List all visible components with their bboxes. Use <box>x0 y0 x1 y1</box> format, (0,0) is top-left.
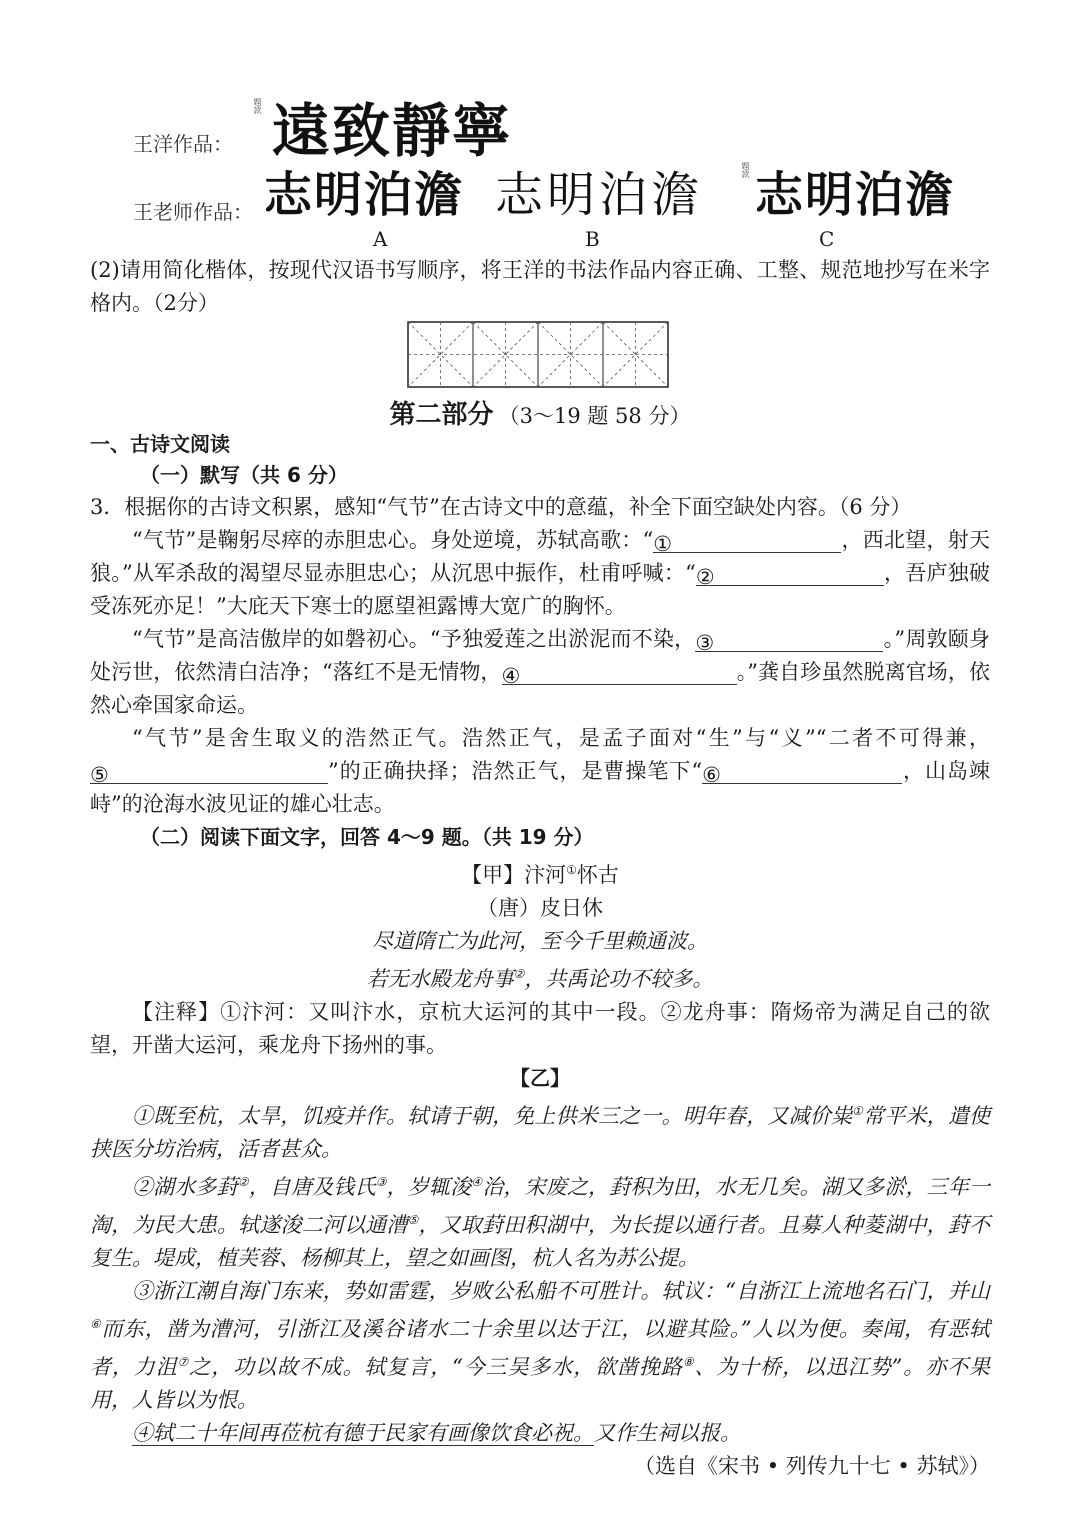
blank-1[interactable]: ① <box>653 528 841 553</box>
prose-para-3: ③浙江潮自海门东来，势如雷霆，岁败公私船不可胜计。轼议：“自浙江上流地名石门，并山⑥而东，凿为漕河，引浙江及溪谷诸水二十余里以达于江，以避其险。”人以为便。奏闻，有恶轼者，力沮⑦之，功以故不成。轼复言，“今三吴多水，欲凿挽路⑧、为十桥，以迅江势”。亦不果用，人皆以为恨。 <box>90 1279 991 1412</box>
seal-inscription: 題款 <box>253 98 262 114</box>
blank-5[interactable]: ⑤ <box>90 759 328 784</box>
prose-para-2: ②湖水多葑②，自唐及钱氏③，岁辄浚④治，宋废之，葑积为田，水无几矣。湖又多淤，三年一淘，为民大患。轼遂浚二河以通漕⑤，又取葑田积湖中，为长提以通行者。且募人种菱湖中，葑不复生。堤成，植芙蓉、杨柳其上，望之如画图，杭人名为苏公提。 <box>90 1175 991 1270</box>
part2-sub: （3～19 题 58 分） <box>498 404 691 428</box>
q3-para-2: “气节”是高洁傲岸的如磐初心。“予独爱莲之出淤泥而不染，③ 。”周敦颐身处污世，依然清白洁净；“落红不是无情物，④ 。”龚自珍虽然脱离官场，依然心牵国家命运。 <box>90 627 990 717</box>
underlined-sentence: ④轼二十年间再莅杭有德于民家有画像饮食必祝。 <box>132 1421 594 1445</box>
question-2 <box>90 254 990 320</box>
poem-author: （唐）皮日休 <box>477 896 603 920</box>
prose-title: 【乙】 <box>510 1066 570 1090</box>
poem-notes: 【注释】①汴河：又叫汴水，京杭大运河的其中一段。②龙舟事：隋炀帝为满足自己的欲望，开凿大运河，乘龙舟下扬州的事。 <box>90 1000 990 1057</box>
section2-sub: （二）阅读下面文字，回答 4～9 题。（共 19 分） <box>140 825 594 849</box>
blank-6[interactable]: ⑥ <box>702 759 902 784</box>
prose-para-4: ④轼二十年间再莅杭有德于民家有画像饮食必祝。又作生祠以报。 <box>132 1421 741 1445</box>
q3-stem: 3．根据你的古诗文积累，感知“气节”在古诗文中的意蕴，补全下面空缺处内容。（6 分） <box>90 495 912 519</box>
teacher-label: 王老师作品： <box>133 200 253 224</box>
part2-heading <box>0 394 1080 431</box>
mi-grid[interactable] <box>407 321 670 389</box>
seal-inscription-c: 題款 <box>741 162 750 178</box>
label-a: A <box>373 227 388 251</box>
work-b: 志明泊澹 <box>495 167 704 223</box>
label-b: B <box>585 227 600 251</box>
wangyang-calligraphy: 遠致靜寧 <box>272 97 513 165</box>
wangyang-label: 王洋作品： <box>133 132 233 156</box>
poem-line-1: 尽道隋亡为此河，至今千里赖通波。 <box>372 929 708 953</box>
poem-title: 【甲】汴河①怀古 <box>461 863 619 887</box>
work-c: 志明泊澹 <box>755 167 956 223</box>
label-c: C <box>819 227 835 251</box>
poem-line-2: 若无水殿龙舟事②，共禹论功不较多。 <box>366 967 714 991</box>
question-2-text: (2)请用简化楷体，按现代汉语书写顺序，将王洋的书法作品内容正确、工整、规范地抄写在米字格内。（2分） <box>90 258 990 315</box>
blank-4[interactable]: ④ <box>502 660 737 685</box>
section1-sub: （一）默写（共 6 分） <box>140 463 348 487</box>
work-a: 志明泊澹 <box>264 167 465 223</box>
prose-para-1: ①既至杭，太旱，饥疫并作。轼请于朝，免上供米三之一。明年春，又减价粜①常平米，遣使挟医分坊治病，活者甚众。 <box>90 1104 991 1161</box>
q3-para-3: “气节”是舍生取义的浩然正气。浩然正气，是孟子面对“生”与“义”“二者不可得兼，⑤ ”的正确抉择；浩然正气，是曹操笔下“⑥ ，山岛竦峙”的沧海水波见证的雄心壮志。 <box>90 726 990 816</box>
part2-title: 第二部分 <box>389 400 494 430</box>
section1-title: 一、古诗文阅读 <box>90 432 230 456</box>
blank-2[interactable]: ② <box>696 561 884 586</box>
prose-source: （选自《宋书 • 列传九十七 • 苏轼》） <box>634 1454 990 1478</box>
blank-3[interactable]: ③ <box>695 627 883 652</box>
q3-para-1: “气节”是鞠躬尽瘁的赤胆忠心。身处逆境，苏轼高歌：“① ，西北望，射天狼。”从军杀敌的渴望尽显赤胆忠心；从沉思中振作，杜甫呼喊：“② ，吾庐独破受冻死亦足！”大庇天下寒士的愿望袒露博大宽广的胸怀。 <box>90 528 990 618</box>
